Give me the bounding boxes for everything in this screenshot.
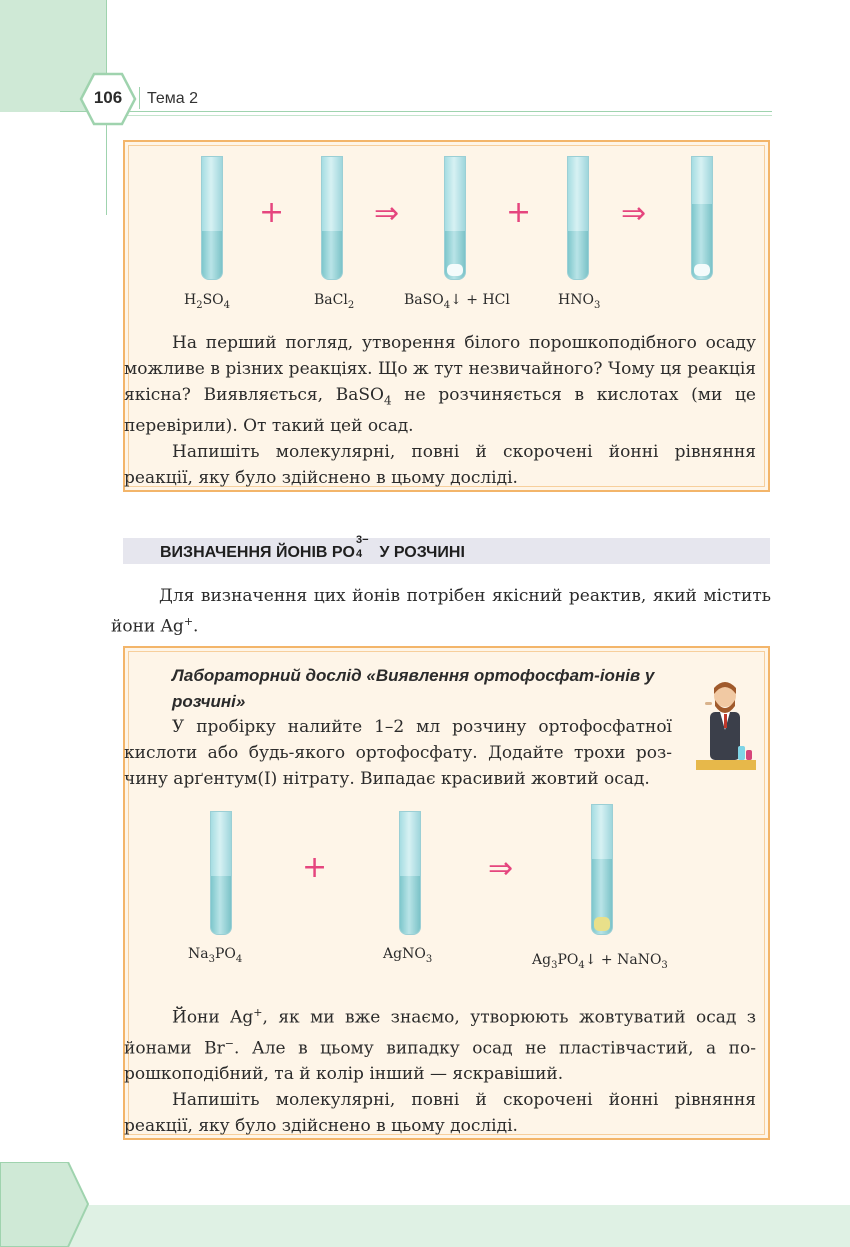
formula-h2so4: $H_2SO_4$ — [184, 292, 231, 311]
formula-bacl2: BaCl$_2$ — [314, 292, 355, 311]
test-tube-agno3 — [399, 811, 421, 935]
plus-sign: + — [302, 850, 328, 885]
header-line-secondary — [124, 115, 772, 116]
header-line — [60, 111, 772, 112]
arrow-sign: ⇒ — [621, 196, 647, 231]
paragraph: У пробірку налийте 1–2 мл розчину ортофосфатної кислоти або будь-якого ортофосфату. Додайте трохи розчину арґентум(I) нітрату. Випадає красивий жовтий осад. — [124, 717, 672, 789]
section-intro — [111, 583, 771, 640]
lab-instructions — [124, 714, 672, 792]
topic-separator — [139, 87, 140, 109]
experiment2-text — [124, 1000, 756, 1139]
paragraph: Йони Ag+, як ми вже знаємо, утворюють жовтуватий осад з йонами Br−. Але в цьому випадку осад не пластівчастий, а порошкоподібний, та й колір інший — яскравіший. — [124, 1006, 756, 1085]
arrow-sign: ⇒ — [374, 196, 400, 231]
test-tube-h2so4 — [201, 156, 223, 280]
test-tube-baso4 — [444, 156, 466, 280]
paragraph: Для визначення цих йонів потрібен якісний реактив, який містить йони Ag+. — [111, 586, 771, 637]
test-tube-ag3po4 — [591, 804, 613, 935]
paragraph: Напишіть молекулярні, повні й скорочені йонні рівняння реакції, яку було здійснено в цьому досліді. — [124, 442, 756, 489]
formula-ag3po4-nano3: $Ag_3PO_4↓$ + NaNO$_3$ — [532, 952, 668, 971]
test-tube-bacl2 — [321, 156, 343, 280]
bottom-band — [0, 1205, 850, 1247]
plus-sign: + — [259, 195, 285, 230]
experiment1-text — [124, 330, 756, 491]
paragraph: Напишіть молекулярні, повні й скорочені йонні рівняння реакції, яку було здійснено в цьому досліді. — [124, 1090, 756, 1137]
formula-baso4-hcl: BaSO$_4$↓ + HCl — [404, 292, 510, 311]
scientist-illustration-icon — [694, 676, 758, 772]
test-tube-hno3 — [567, 156, 589, 280]
plus-sign: + — [506, 195, 532, 230]
formula-na3po4: $Na_3PO_4$ — [188, 946, 243, 965]
test-tube-na3po4 — [210, 811, 232, 935]
arrow-sign: ⇒ — [488, 851, 514, 886]
formula-agno3: AgNO$_3$ — [383, 946, 433, 965]
test-tube-result — [691, 156, 713, 280]
page-number: 106 — [93, 88, 123, 107]
section-title: ВИЗНАЧЕННЯ ЙОНІВ PO 3− 4 У РОЗЧИНІ — [160, 534, 465, 561]
paragraph: На перший погляд, утворення білого порошкоподібного осаду можливе в різних реакціях. Що ж тут незвичайного? Чому ця реакція якісна? Виявляється, BaSO$_4$ не розчиняється в кислотах (ми це перевірили). От такий цей осад. — [124, 333, 756, 437]
formula-hno3: $HNO_3$ — [558, 292, 601, 311]
bottom-tab-decoration — [0, 1162, 90, 1247]
topic-label: Тема 2 — [147, 90, 199, 107]
lab-experiment-title: Лабораторний дослід «Виявлення ортофосфат-іонів у розчині» — [172, 666, 655, 711]
